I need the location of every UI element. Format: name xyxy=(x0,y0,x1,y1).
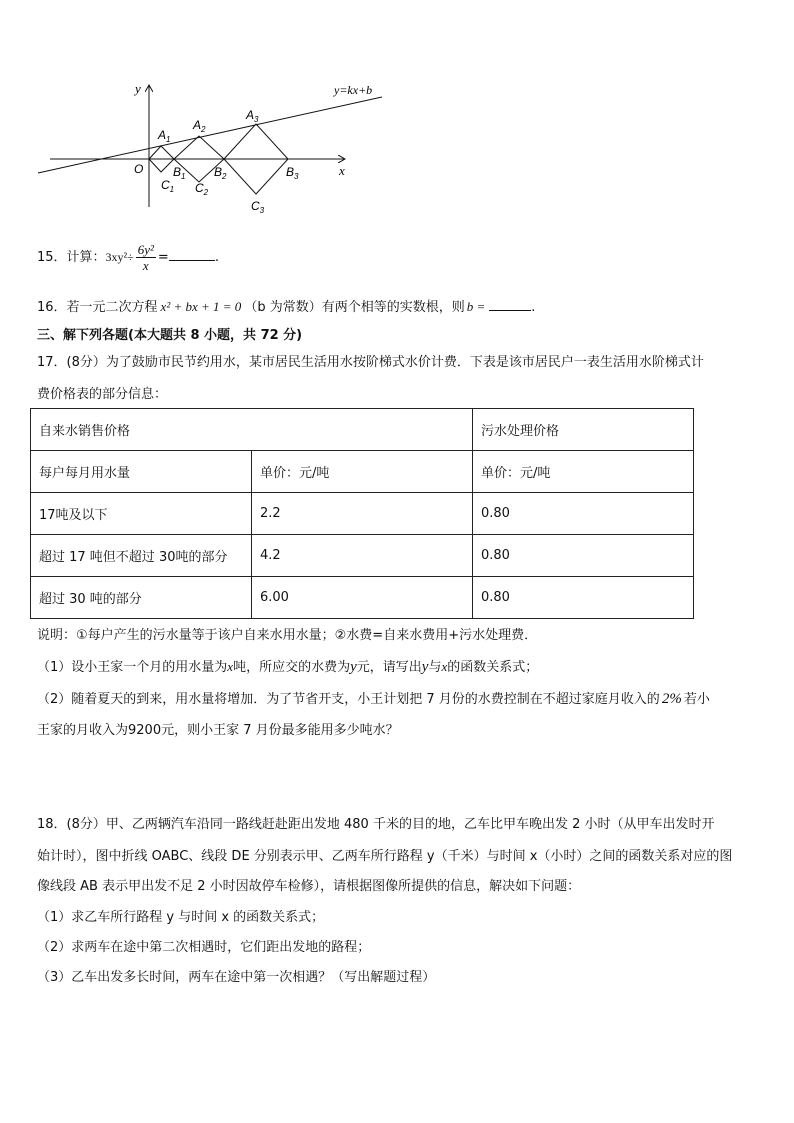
table-cell: 0.80 xyxy=(473,535,694,577)
q17-sub2-line1 xyxy=(37,689,710,710)
table-cell: 超过 30 吨的部分 xyxy=(31,577,252,619)
q16-equation: x² + bx + 1 = 0 xyxy=(160,299,242,314)
q18-line2: 始计时），图中折线 OABC、线段 DE 分别表示甲、乙两车所行路程 y（千米）与时间 x（小时）之间的函数关系对应的图 xyxy=(37,849,733,864)
q16-period: . xyxy=(531,300,536,315)
table-header-tap-water: 自来水销售价格 xyxy=(31,409,473,451)
table-cell: 2.2 xyxy=(252,493,473,535)
label-C1: $C_1$ xyxy=(161,178,175,194)
y-axis-label: y xyxy=(135,81,141,96)
water-price-table xyxy=(30,408,694,619)
label-A2: $A_2$ xyxy=(193,118,206,134)
table-cell: 4.2 xyxy=(252,535,473,577)
q18-sub2: （2）求两车在途中第二次相遇时，它们距出发地的路程； xyxy=(37,940,371,955)
q17-sub2-text: （2）随着夏天的到来，用水量将增加．为了节省开支，小王计划把 7 月份的水费控制在不超过家庭月收入的 xyxy=(37,692,660,707)
q16-paren: （b 为常数）有两个相等的实数根，则 xyxy=(244,300,465,315)
var-y: y xyxy=(350,659,357,675)
label-C3: $C_3$ xyxy=(251,199,265,215)
q17-sub1-text: 吨，所应交的水费为 xyxy=(233,660,351,675)
percent-value: 2% xyxy=(661,691,682,707)
q18-sub3: （3）乙车出发多长时间，两车在途中第一次相遇？（写出解题过程） xyxy=(37,970,436,985)
q17-sub1-text: 的函数关系式； xyxy=(447,660,539,675)
table-row xyxy=(31,577,694,619)
q16-answer-blank[interactable] xyxy=(489,298,531,311)
table-row xyxy=(31,409,694,451)
q17-sub1-text: 与 xyxy=(428,660,442,675)
label-A3: $A_3$ xyxy=(246,108,259,124)
label-C2: $C_2$ xyxy=(195,181,209,197)
var-y: y xyxy=(421,659,429,675)
q18-sub1: （1）求乙车所行路程 y 与时间 x 的函数关系式； xyxy=(37,910,325,925)
q15-number: 15．计算： xyxy=(37,250,106,265)
table-cell: 17吨及以下 xyxy=(31,493,252,535)
label-B2: $B_2$ xyxy=(214,165,227,181)
q15-frac-den: x xyxy=(142,258,149,273)
table-row xyxy=(31,535,694,577)
table-cell: 0.80 xyxy=(473,493,694,535)
table-cell: 6.00 xyxy=(252,577,473,619)
table-cell: 每户每月用水量 xyxy=(31,451,252,493)
x-axis-label: x xyxy=(339,163,345,178)
q18-line1: 18．(8分）甲、乙两辆汽车沿同一路线赶赴距出发地 480 千米的目的地，乙车比甲车晚出发 2 小时（从甲车出发时开 xyxy=(37,817,715,832)
q15-frac-num: 6y² xyxy=(137,242,154,257)
q15-expr-left: 3xy²÷ xyxy=(105,250,134,264)
label-A1: $A_1$ xyxy=(158,128,171,144)
label-B3: $B_3$ xyxy=(286,165,299,181)
question-16 xyxy=(37,297,535,318)
q17-sub1-text: （1）设小王家一个月的用水量为 xyxy=(37,660,228,675)
q17-line1: 17．(8分）为了鼓励市民节约用水，某市居民生活用水按阶梯式水价计费．下表是该市居民户一表生活用水阶梯式计 xyxy=(37,355,704,370)
q17-sub2-line2: 王家的月收入为9200元，则小王家 7 月份最多能用多少吨水？ xyxy=(37,723,399,738)
q17-sub2-text: 若小 xyxy=(683,692,710,707)
q17-line2: 费价格表的部分信息： xyxy=(37,387,168,402)
table-cell: 单价：元/吨 xyxy=(252,451,473,493)
q17-note: 说明：①每户产生的污水量等于该户自来水用水量；②水费=自来水费用+污水处理费． xyxy=(37,628,538,643)
table-row xyxy=(31,451,694,493)
var-x: x xyxy=(441,659,448,674)
geometry-figure xyxy=(30,75,400,225)
q15-answer-blank[interactable] xyxy=(169,248,215,261)
q17-sub1-text: 元，请写出 xyxy=(356,660,422,675)
table-cell: 单价：元/吨 xyxy=(473,451,694,493)
section-3-heading: 三、解下列各题(本大题共 8 小题，共 72 分) xyxy=(37,328,303,343)
label-B1: $B_1$ xyxy=(173,165,186,181)
q16-number: 16．若一元二次方程 xyxy=(37,300,158,315)
table-row xyxy=(31,493,694,535)
origin-label: O xyxy=(134,162,144,176)
question-15: 15．计算：3xy²÷ $\frac{\text{6y²}}{x}$ = . xyxy=(37,242,219,273)
table-cell: 0.80 xyxy=(473,577,694,619)
q15-fraction xyxy=(136,242,156,273)
line-y-kx-b xyxy=(38,97,382,173)
table-header-sewage: 污水处理价格 xyxy=(473,409,694,451)
q18-line3: 像线段 AB 表示甲出发不足 2 小时因故停车检修），请根据图像所提供的信息，解决如下问题： xyxy=(37,879,581,894)
q17-sub1 xyxy=(37,657,538,678)
var-x: x xyxy=(227,659,234,674)
q15-equals: = xyxy=(157,250,169,265)
q16-b-eq: b = xyxy=(466,299,486,314)
table-cell: 超过 17 吨但不超过 30吨的部分 xyxy=(31,535,252,577)
line-label: y=kx+b xyxy=(334,83,373,97)
